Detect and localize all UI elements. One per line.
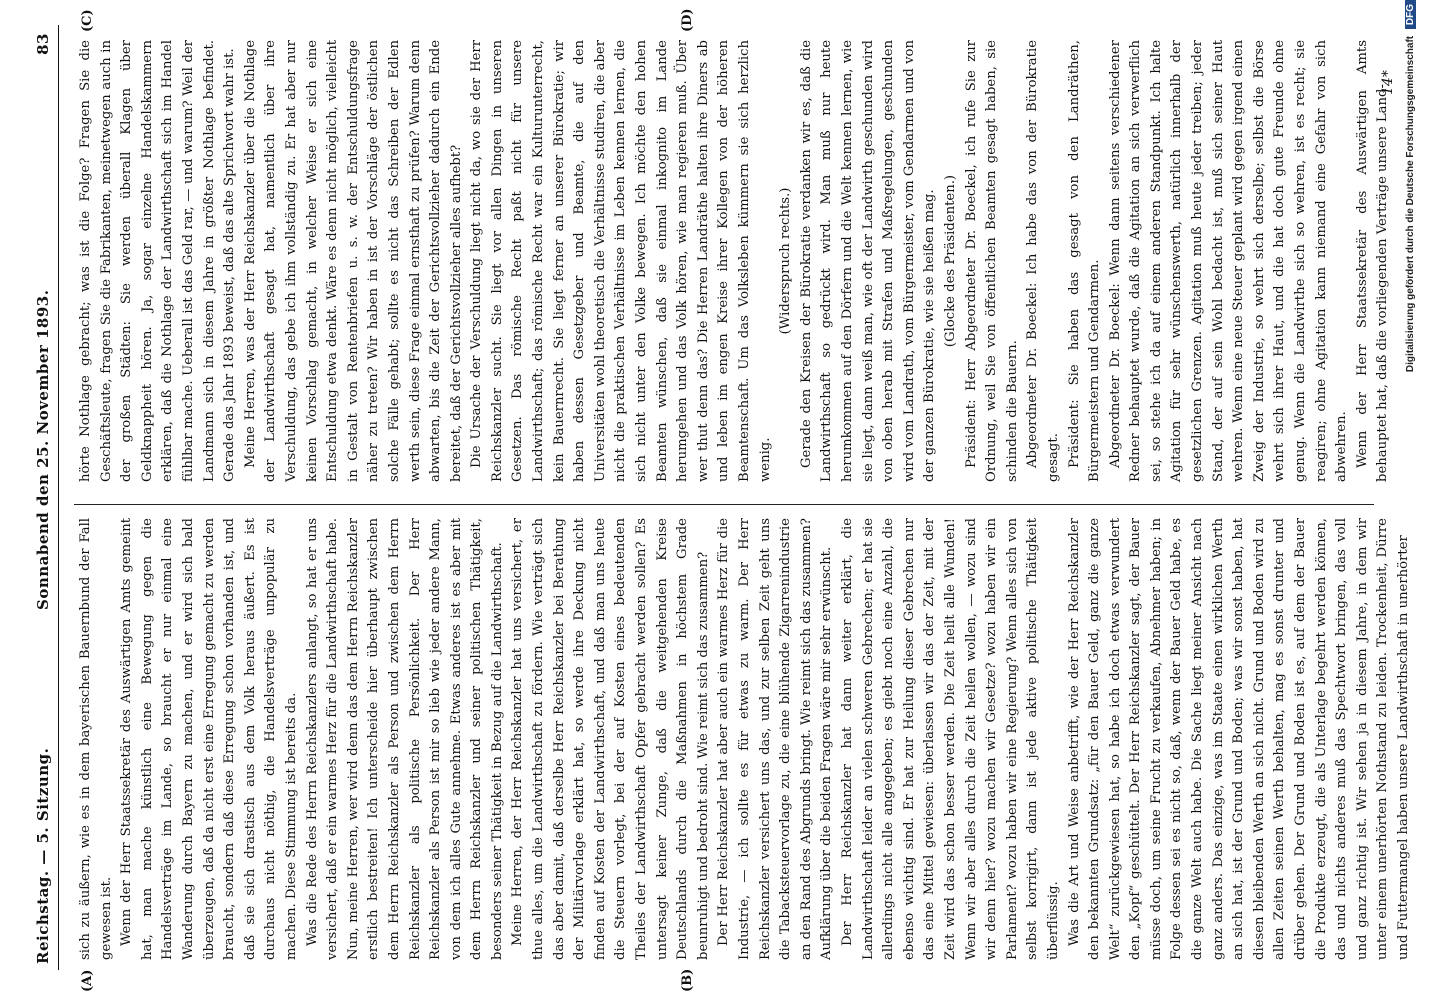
paragraph: Die Ursache der Verschuldung liegt nicht da, wo sie der Herr Reichskanzler sucht. Sie liegt vor allen Dingen in unseren Gesetzen. Das römische Recht paßt nicht für unsere Landwirthschaft; das römische Recht war ein Kulturunterrecht, kein Bauernrecht. Sie liegt ferner an unserer Bürokratie; wir haben dessen Gesetzgeber und Beamte, die auf den Universitäten wohl theoretisch die Verhältnisse studiren, die aber nicht die praktischen Verhältnisse im Leben kennen lernen, die sich nicht unter den Volke bewegen. Ich möchte den hohen Beamten wünschen, daß sie einmal inkognito im Lande herumgehen und das Volk hören, wie man regieren muß. Über wer thut denn das? Die Herren Landräthe halten ihre Diners ab und leben im engen Kreise ihrer Kollegen von der höheren Beamtenschaft. Um das Volksleben kümmern sie sich herzlich wenig. bbox=[469, 40, 773, 482]
interjection: (Widerspruch rechts.) bbox=[778, 187, 794, 335]
left-column bbox=[76, 518, 1411, 960]
paragraph: Meine Herren, der Herr Reichskanzler hat uns versichert, er thue alles, um die Landwirthschaft zu fördern. Wie verträgt sich das aber damit, daß derselbe Herr Reichskanzler bei Berathung der Militärvorlage erklärt hat, so werde ihre Deckung nicht finden auf Kosten der Landwirthschaft, und daß man uns heute die Steuern vorlegt, bei der auf Kosten eines bedeutenden Theiles der Landwirthschaft Opfer gebracht werden sollen? Es untersagt keiner Zunge, daß die weitgehenden Kreise Deutschlands durch die Maßnahmen in höchstem Grade beunruhigt und bedroht sind. Wie reimt sich das zusammen? bbox=[510, 518, 711, 960]
digitization-note bbox=[1405, 0, 1416, 580]
paragraph: Was die Rede des Herrn Reichskanzlers anlangt, so hat er uns versichert, daß er ein warmes Herz für die Landwirthschaft habe. Nun, meine Herren, wer wird denn das dem Herrn Reichskanzler erstlich bestreiten! Ich unterscheide hier überhaupt zwischen dem Herrn Reichskanzler als Person und zwischen dem Herrn Reichskanzler als politische Persönlichkeit. Der Herr Reichskanzler als Person ist mir so lieb wie jeder andere Mann, von dem ich alles Gute annehme. Etwas anderes ist es aber mit dem Herrn Reichskanzler und seiner politischen Thätigkeit, besonders seiner Thätigkeit in Bezug auf die Landwirthschaft. bbox=[304, 518, 505, 960]
column-divider bbox=[74, 504, 1374, 505]
digitization-text: Digitalisierung gefördert durch die Deutsche Forschungsgemeinschaft bbox=[1405, 35, 1416, 373]
margin-marker-a: (A) bbox=[80, 969, 95, 992]
header-date: Sonnabend den 25. November 1893. bbox=[34, 289, 52, 610]
margin-marker-d: (D) bbox=[680, 8, 695, 32]
paragraph: Meine Herren, was der Herr Reichskanzler über die Nothlage der Landwirthschaft gesagt hat, namentlich über ihre Verschuldung, das gebe ich ihm vollständig zu. Er hat aber nur keinen Vorschlag gemacht, in welcher Weise er sich eine Entschuldung etwa denkt. Wäre es denn nicht möglich, vielleicht in Gestalt von Rentenbriefen u. s. w. der Entschuldungsfrage näher zu treten? Wir haben in ist der Vorschläge der östlichen solche Fälle gehabt; sollte es nicht das Schreiben der Edlen werth sein, diese Frage einmal ernsthaft zu prüfen? Warum denn abwarten, bis die Zeit der Gerichtsvollzieher dadurch ein Ende bereitet, daß der Gerichtsvollzieher alles aufhebt? bbox=[242, 40, 464, 482]
sheet-signature: 14* bbox=[1380, 70, 1396, 95]
header-session-title: Reichstag. — 5. Sitzung. bbox=[34, 747, 52, 964]
speaker-paragraph: Abgeordneter Dr. Boeckel: Wenn dann seitens verschiedener Redner behauptet wurde, daß die Agitation an sich verwerflich sei, so stehe ich da auf einem anderen Standpunkt. Ich halte Agitation für sehr wünschenswerth, natürlich innerhalb der gesetzlichen Grenzen. Agitation muß heute jeder treiben; jeder Stand, der auf sein Wohl bedacht ist, muß sich seiner Haut wehren. Wenn eine neue Steuer geplant wird gegen irgend einen Zweig der Industrie, so wehrt sich derselbe; selbst die Börse wehrt sich ihrer Haut, und die hat doch gute Freunde ohne genug. Wenn die Landwirthe sich so wehren, ist es recht; sie reagiren; ohne Agitation kann niemand eine Gefahr von sich abwehren. bbox=[1107, 40, 1350, 482]
paragraph: Der Herr Reichskanzler hat dann weiter erklärt, die Landwirthschaft leider an vielen schweren Gebrechen; er hat sie allerdings nicht alle angegeben; es giebt noch eine Anzahl, die ebenso wichtig sind. Er hat zur Heilung dieser Gebrechen nur das eine Mittel gewiesen: überlassen wir das der Zeit, mit der Zeit wird das schon besser werden. Die Zeit heilt alle Wunden! Wenn wir aber alles durch die Zeit heilen wollen, — wozu sind wir denn hier? wozu machen wir Gesetze? wozu haben wir ein Parlament? wozu haben wir eine Regierung? Wenn alles sich von selbst korrigirt, dann ist jede aktive politische Thätigkeit überflüssig. bbox=[839, 518, 1061, 960]
interjection: (Glocke des Präsidenten.) bbox=[942, 174, 958, 348]
paragraph: Der Herr Reichskanzler hat aber auch ein warmes Herz für die Industrie, — ich sollte es für etwas zu warm. Der Herr Reichskanzler versichert uns das, und zur selben Zeit geht uns die Tabacksteuervorlage zu, die eine blühende Zigarrenindustrie an den Rand des Abgrunds bringt. Wie reimt sich das zusammen? Aufklärung über die beiden Fragen wäre mir sehr erwünscht. bbox=[716, 518, 835, 960]
paragraph: Wenn der Herr Staatssekretär des Auswärtigen Amts behauptet hat, daß die vorliegenden Verträge unsere Land- bbox=[1354, 40, 1391, 482]
dfg-badge: DFG bbox=[1405, 0, 1416, 29]
speaker-paragraph: Präsident: Herr Abgeordneter Dr. Boeckel, ich rufe Sie zur Ordnung, weil Sie von öffentlichen Beamten gesagt haben, sie schinden die Bauern. bbox=[963, 40, 1020, 482]
paragraph: Was die Art und Weise anbetrifft, wie der Herr Reichskanzler den bekannten Grundsatz: „für den Bauer Geld, ganz die ganze Welt“ zurückgewiesen hat, so habe ich doch etwas verwundert den „Kopf“ geschüttelt. Der Herr Reichskanzler sagt, der Bauer müsse doch, um seine Frucht zu verkaufen, Abnehmer haben; in Folge dessen sei es nicht so, daß, wenn der Bauer Geld habe, es die ganze Welt auch habe. Die Sache liegt meiner Ansicht nach ganz anders. Das einzige, was im Staate einen wirklichen Werth an sich hat, ist der Grund und Boden; was wir sonst haben, hat diesen bleibenden Werth an sich nicht. Grund und Boden wird zu allen Zeiten seinen Werth behalten, mag es sonst drunter und drüber gehen. Der Grund und Boden ist es, auf dem der Bauer die Produkte erzeugt, die als Unterlage begehrt werden können, das und nichts anderes muß das Spechtwort bringen, das voll und ganz richtig ist. Wir sehen ja in diesem Jahre, in dem wir unter einem unerhörten Nothstand zu leiden. Trockenheit, Dürre und Futtermangel haben unsere Landwirthschaft in unerhörter bbox=[1066, 518, 1411, 960]
paragraph: Wenn der Herr Staatssekretär des Auswärtigen Amts gemeint hat, man mache künstlich eine Bewegung gegen die Handelsverträge im Lande, so braucht er nur einmal eine Wanderung durch Bayern zu machen, und er wird sich bald überzeugen, daß da nicht erst eine Erregung gemacht zu werden braucht, sondern daß diese Erregung schon vorhanden ist, und daß sie sich drastisch aus dem Volk heraus äußert. Es ist durchaus nicht nöthig, die Handelsverträge unpopulär zu machen. Diese Stimmung ist bereits da. bbox=[119, 518, 299, 960]
header-page-number: 83 bbox=[34, 33, 52, 55]
paragraph: Gerade den Kreisen der Bürokratie verdanken wir es, daß die Landwirthschaft so gedrückt wird. Man muß nur heute herumkommen auf den Dörfern und die Welt kennen lernen, wie sie liegt, dann weiß man, wie oft der Landwirth geschunden wird von oben herab mit Strafen und Maßregelungen, geschunden wird vom Landrath, vom Bürgermeister, vom Gendarmen und von der ganzen Bürokratie, wie sie heißen mag. bbox=[798, 40, 938, 482]
margin-marker-b: (B) bbox=[680, 968, 695, 992]
page-header bbox=[28, 25, 59, 970]
speaker-paragraph: Abgeordneter Dr. Boeckel: Ich habe das von der Bürokratie gesagt. bbox=[1025, 40, 1061, 482]
speaker-paragraph: Präsident: Sie haben das gesagt von den Landräthen, Bürgermeistern und Gendarmen. bbox=[1066, 40, 1103, 482]
paragraph: sich zu äußern, wie es in dem bayerischen Bauernbund der Fall gewesen ist. bbox=[78, 518, 114, 960]
margin-marker-c: (C) bbox=[80, 9, 95, 32]
paragraph: hörte Nothlage gebracht; was ist die Folge? Fragen Sie die Geschäftsleute, fragen Sie die Fabrikanten, meinetwegen auch in der großen Städten: Sie werden überall Klagen über Geldknappheit hören. Ja, sogar einzelne Handelskammern erklären, daß die Nothlage der Landwirthschaft sich im Handel fühlbar mache. Ueberall ist das Geld rar, — und warum? Weil der Landmann sich in diesem Jahre in größter Nothlage befindet. Gerade das Jahr 1893 beweist, daß das alte Sprichwort wahr ist. bbox=[78, 40, 238, 482]
